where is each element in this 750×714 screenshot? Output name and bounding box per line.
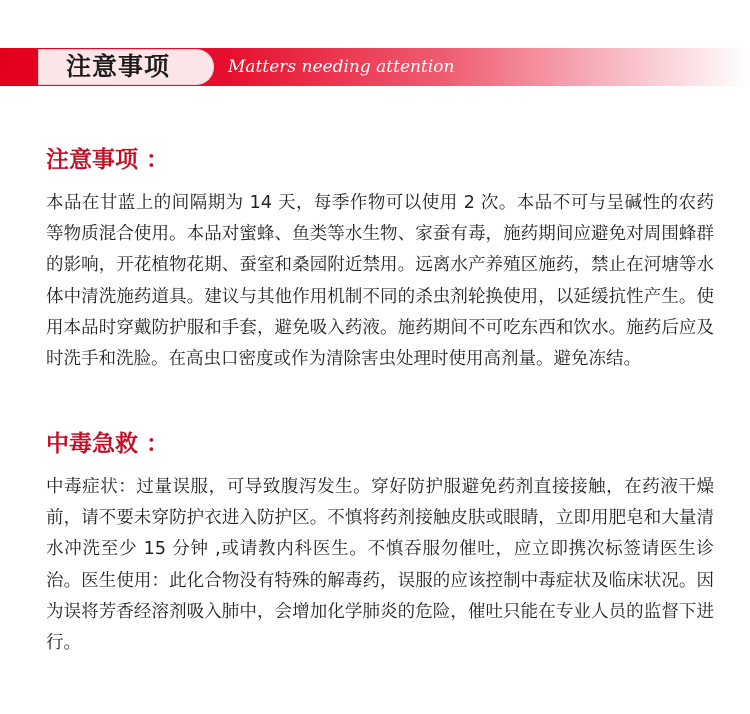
precautions-text: 本品在甘蓝上的间隔期为 14 天，每季作物可以使用 2 次。本品不可与呈碱性的农药等物质混合使用。本品对蜜蜂、鱼类等水生物、家蚕有毒，施药期间应避免对周围蜂群的影响，开花植物花期、蚕室和桑园附近禁用。远离水产养殖区施药，禁止在河塘等水体中清洗施药道具。建议与其他作用机制不同的杀虫剂轮换使用，以延缓抗性产生。使用本品时穿戴防护服和手套，避免吸入药液。施药期间不可吃东西和饮水。施药后应及时洗手和洗脸。在高虫口密度或作为清除害虫处理时使用高剂量。避免冻结。 [46,193,714,370]
header-banner [0,48,750,86]
banner-title-chinese: 注意事项 [66,52,171,81]
first-aid-text: 中毒症状：过量误服，可导致腹泻发生。穿好防护服避免药剂直接接触，在药液干燥前，请不要未穿防护衣进入防护区。不慎将药剂接触皮肤或眼睛，立即用肥皂和大量清水冲洗至少 15 分钟 ,或请教内科医生。不慎吞服勿催吐，应立即携次标签请医生诊治。医生使用：此化合物没有特殊的解毒药，误服的应该控制中毒症状及临床状况。因为误将芳香经溶剂吸入肺中，会增加化学肺炎的危险，催吐只能在专业人员的监督下进行。 [46,477,714,654]
banner-title-english: Matters needing attention [228,57,455,77]
first-aid-heading: 中毒急救 ： [46,431,170,457]
precautions-heading: 注意事项 ： [46,147,170,173]
